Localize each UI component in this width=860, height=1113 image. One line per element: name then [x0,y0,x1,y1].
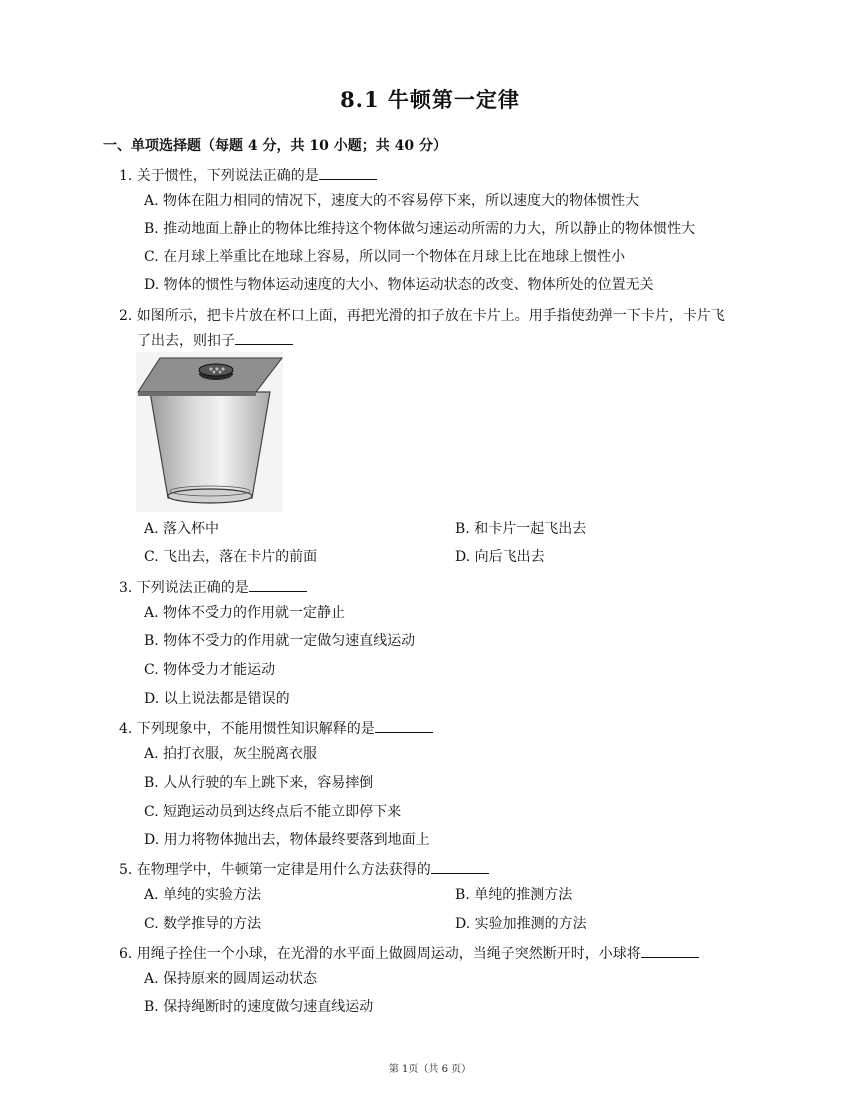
answer-blank [431,861,489,874]
question-5-option-b: B. 单纯的推测方法 [455,887,573,903]
answer-blank [375,720,433,733]
question-5-option-d: D. 实验加推测的方法 [455,916,587,932]
page-footer: 第 1页（共 6 页） [388,1064,472,1075]
question-2-option-b: B. 和卡片一起飞出去 [455,521,587,537]
question-6-option-a: A. 保持原来的圆周运动状态 [144,971,318,987]
question-2-stem: 2. 如图所示，把卡片放在杯口上面，再把光滑的扣子放在卡片上。用手指使劲弹一下卡片，卡片飞 [119,308,725,324]
question-2-option-a: A. 落入杯中 [144,521,220,537]
question-4-stem: 4. 下列现象中，不能用惯性知识解释的是 [119,718,433,738]
question-5-option-a: A. 单纯的实验方法 [144,887,262,903]
answer-blank [319,167,377,180]
answer-blank [235,332,293,345]
question-5-option-c: C. 数学推导的方法 [144,916,262,932]
page-title: 8.1 牛顿第一定律 [340,87,520,112]
question-1-option-c: C. 在月球上举重比在地球上容易，所以同一个物体在月球上比在地球上惯性小 [144,249,626,265]
question-3-option-b: B. 物体不受力的作用就一定做匀速直线运动 [144,633,416,649]
question-3-option-a: A. 物体不受力的作用就一定静止 [144,605,346,621]
question-1-option-a: A. 物体在阻力相同的情况下，速度大的不容易停下来，所以速度大的物体惯性大 [144,193,640,209]
question-4-option-a: A. 拍打衣服，灰尘脱离衣服 [144,746,318,762]
question-3-stem: 3. 下列说法正确的是 [119,577,307,597]
question-1-option-d: D. 物体的惯性与物体运动速度的大小、物体运动状态的改变、物体所处的位置无关 [144,277,654,293]
question-1-option-b: B. 推动地面上静止的物体比维持这个物体做匀速运动所需的力大，所以静止的物体惯性大 [144,221,696,237]
question-2-stem-continued: 了出去，则扣子 [137,330,293,350]
question-5-stem: 5. 在物理学中，牛顿第一定律是用什么方法获得的 [119,859,489,879]
question-6-option-b: B. 保持绳断时的速度做匀速直线运动 [144,999,374,1015]
answer-blank [641,945,699,958]
question-1-stem: 1. 关于惯性，下列说法正确的是 [119,165,377,185]
question-6-stem: 6. 用绳子拴住一个小球，在光滑的水平面上做圆周运动，当绳子突然断开时，小球将 [119,943,699,963]
section-heading: 一、单项选择题（每题 4 分，共 10 小题；共 40 分） [103,138,447,154]
question-2-option-d: D. 向后飞出去 [455,549,545,565]
question-4-option-b: B. 人从行驶的车上跳下来，容易摔倒 [144,775,374,791]
question-3-option-d: D. 以上说法都是错误的 [144,691,290,707]
cup-card-button-figure [136,352,283,512]
question-2-option-c: C. 飞出去，落在卡片的前面 [144,549,318,565]
answer-blank [249,579,307,592]
question-3-option-c: C. 物体受力才能运动 [144,662,276,678]
question-4-option-d: D. 用力将物体抛出去，物体最终要落到地面上 [144,832,430,848]
question-4-option-c: C. 短跑运动员到达终点后不能立即停下来 [144,804,402,820]
